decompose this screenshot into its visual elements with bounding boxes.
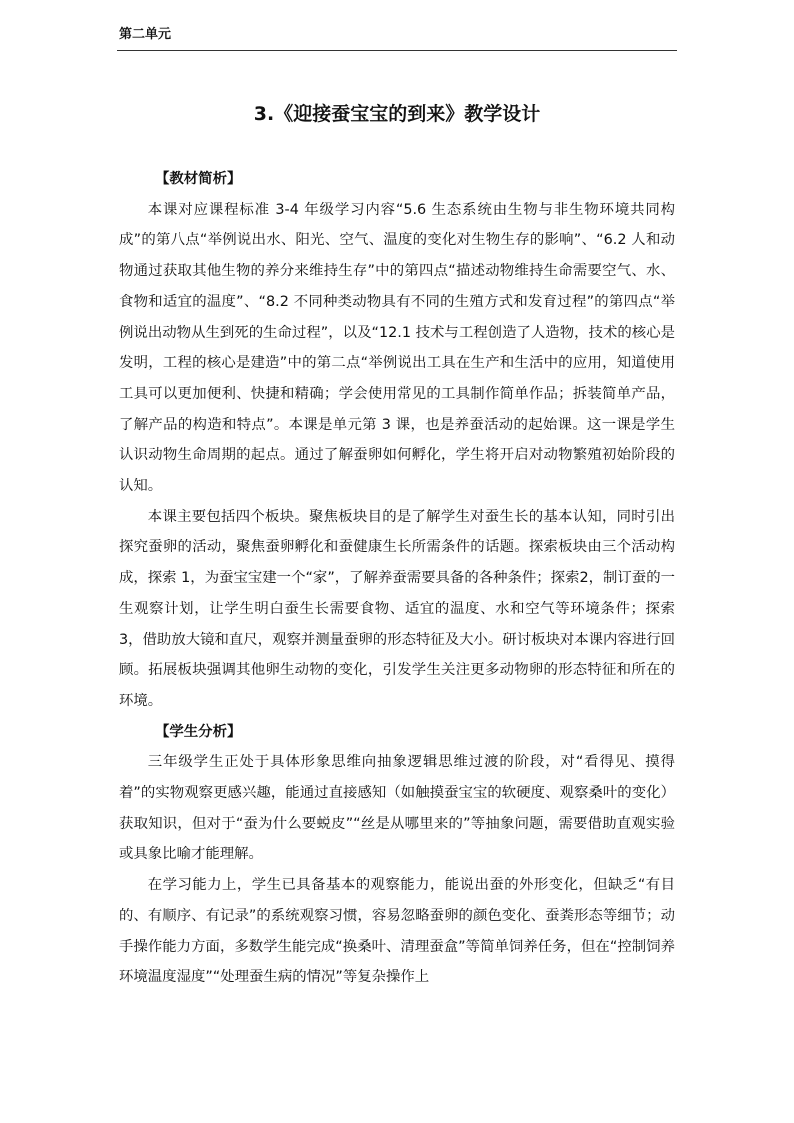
running-header-unit: 第二单元	[119, 27, 172, 42]
document-title: 3.《迎接蚕宝宝的到来》教学设计	[253, 103, 541, 125]
header-divider	[117, 50, 677, 51]
paragraph: 本课对应课程标准 3-4 年级学习内容“5.6 生态系统由生物与非生物环境共同构成”的第八点“举例说出水、阳光、空气、温度的变化对生物生存的影响”、“6.2 人和动物通过获取其他生物的养分来维持生存”中的第四点“描述动物维持生命需要空气、水、食物和适宜的温度”、“8.2 不同种类动物具有不同的生殖方式和发育过程”的第四点“举例说出动物从生到死的生命过程”，以及“12.1 技术与工程创造了人造物，技术的核心是发明，工程的核心是建造”中的第二点“举例说出工具在生产和生活中的应用，知道使用工具可以更加便利、快捷和精确；学会使用常见的工具制作简单作品；拆装简单产品，了解产品的构造和特点”。本课是单元第 3 课，也是养蚕活动的起始课。这一课是学生认识动物生命周期的起点。通过了解蚕卵如何孵化，学生将开启对动物繁殖初始阶段的认知。	[119, 201, 675, 495]
paragraph: 本课主要包括四个板块。聚焦板块目的是了解学生对蚕生长的基本认知，同时引出探究蚕卵的活动，聚焦蚕卵孵化和蚕健康生长所需条件的话题。探索板块由三个活动构成，探索 1，为蚕宝宝建一个“家”，了解养蚕需要具备的各种条件；探索2，制订蚕的一生观察计划，让学生明白蚕生长需要食物、适宜的温度、水和空气等环境条件；探索 3，借助放大镜和直尺，观察并测量蚕卵的形态特征及大小。研讨板块对本课内容进行回顾。拓展板块强调其他卵生动物的变化，引发学生关注更多动物卵的形态特征和所在的环境。	[119, 508, 676, 709]
document-body	[119, 164, 675, 993]
section-heading-textbook-analysis: 【教材简析】	[155, 171, 242, 187]
section-heading-student-analysis: 【学生分析】	[155, 723, 242, 740]
paragraph: 三年级学生正处于具体形象思维向抽象逻辑思维过渡的阶段，对“看得见、摸得着”的实物观察更感兴趣，能通过直接感知（如触摸蚕宝宝的软硬度、观察桑叶的变化）获取知识，但对于“蚕为什么要蜕皮”“丝是从哪里来的”等抽象问题，需要借助直观实验或具象比喻才能理解。	[119, 754, 675, 863]
paragraph: 在学习能力上，学生已具备基本的观察能力，能说出蚕的外形变化，但缺乏“有目的、有顺序、有记录”的系统观察习惯，容易忽略蚕卵的颜色变化、蚕粪形态等细节；动手操作能力方面，多数学生能完成“换桑叶、清理蚕盒”等简单饲养任务，但在“控制饲养环境温度湿度”“处理蚕生病的情况”等复杂操作上	[119, 877, 675, 986]
